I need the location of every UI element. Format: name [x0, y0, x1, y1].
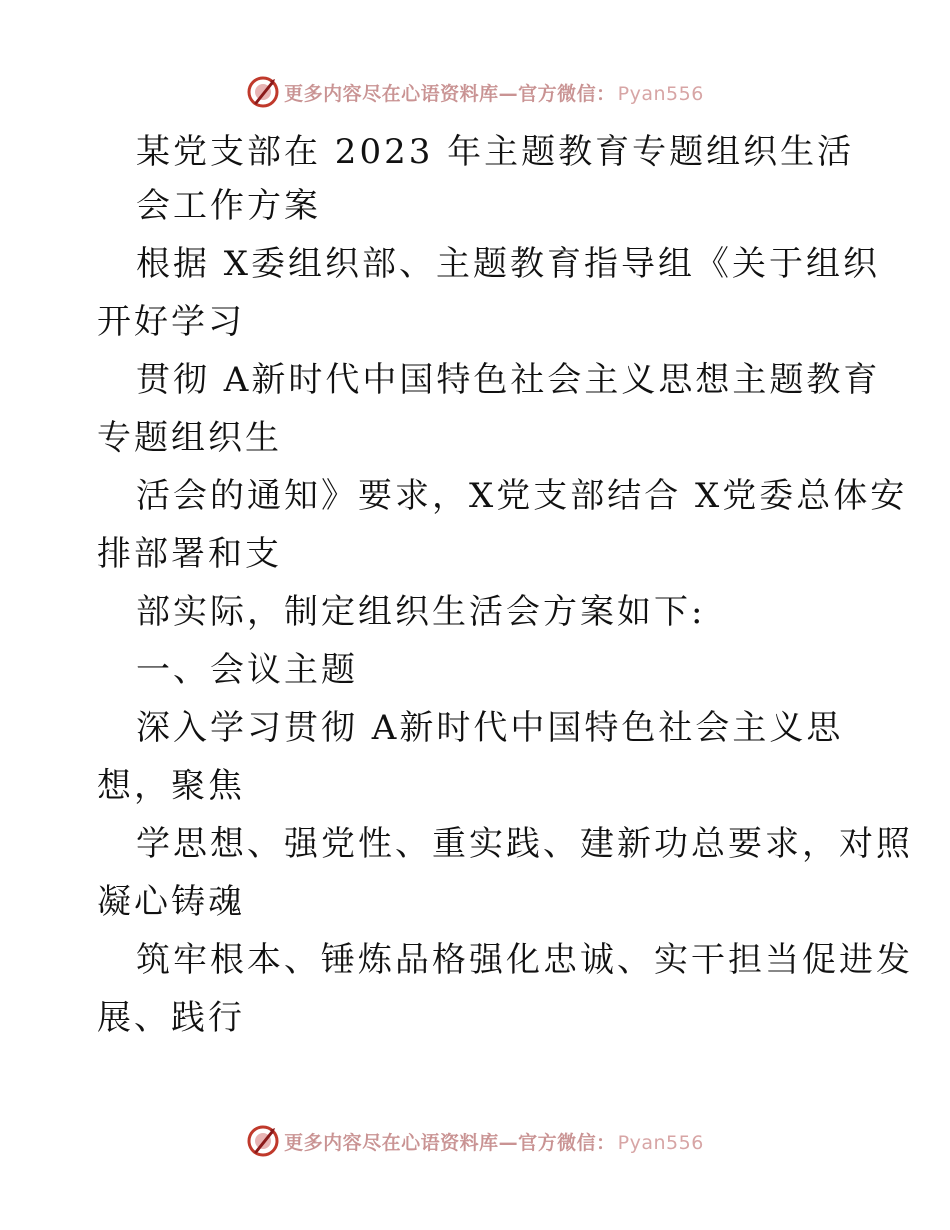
doc-line: 想，聚焦 [97, 766, 245, 806]
doc-line: 活会的通知》要求，X党支部结合 X党委总体安 [136, 476, 908, 516]
doc-line-title-1: 某党支部在 2023 年主题教育专题组织生活 [136, 132, 855, 172]
header-banner-id: Pyan556 [617, 82, 704, 105]
header-banner-label: 更多内容尽在心语资料库—官方微信： [284, 82, 616, 105]
section-heading: 一、会议主题 [136, 650, 358, 690]
header-banner [0, 72, 950, 112]
doc-line: 深入学习贯彻 A新时代中国特色社会主义思 [136, 708, 844, 748]
footer-banner-id: Pyan556 [617, 1131, 704, 1154]
doc-line: 筑牢根本、锤炼品格强化忠诚、实干担当促进发 [136, 940, 913, 980]
doc-line: 展、践行 [97, 998, 245, 1038]
logo-icon [246, 1124, 280, 1158]
logo-icon [246, 75, 280, 109]
doc-line: 开好学习 [97, 302, 245, 342]
doc-line: 凝心铸魂 [97, 882, 245, 922]
doc-line: 专题组织生 [97, 418, 282, 458]
doc-line: 根据 X委组织部、主题教育指导组《关于组织 [136, 244, 881, 284]
header-banner-text [284, 79, 704, 106]
doc-line: 部实际，制定组织生活会方案如下: [136, 592, 706, 632]
footer-banner-label: 更多内容尽在心语资料库—官方微信： [284, 1131, 616, 1154]
footer-banner [0, 1121, 950, 1161]
doc-line: 贯彻 A新时代中国特色社会主义思想主题教育 [136, 360, 881, 400]
doc-line-title-2: 会工作方案 [136, 186, 321, 226]
footer-banner-text [284, 1128, 704, 1155]
doc-line: 学思想、强党性、重实践、建新功总要求，对照 [136, 824, 913, 864]
doc-line: 排部署和支 [97, 534, 282, 574]
